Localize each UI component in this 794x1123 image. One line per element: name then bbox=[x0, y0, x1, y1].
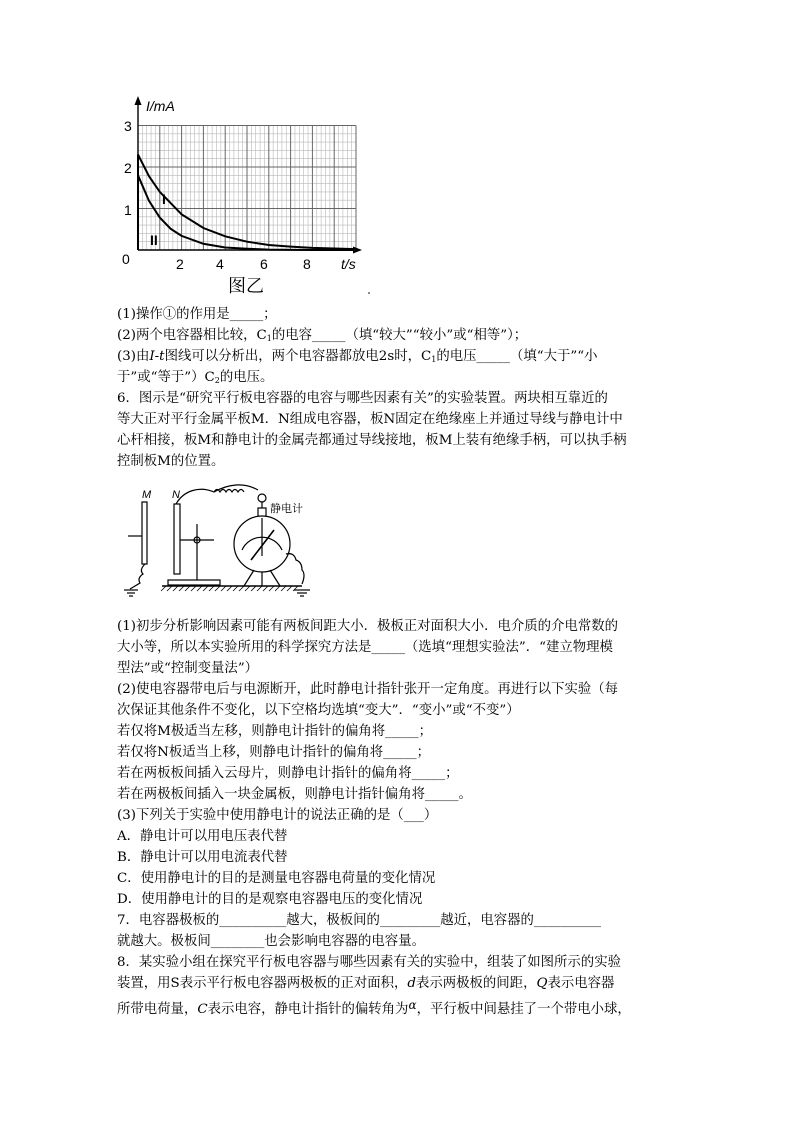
q6-line-4: 控制板M的位置。 bbox=[117, 454, 225, 469]
plate-m bbox=[142, 502, 147, 564]
hatch-line bbox=[185, 586, 190, 591]
q5-item-3-text-c: 的电压_____（填“大于”“小 bbox=[436, 349, 598, 364]
y-axis-label: I/mA bbox=[146, 98, 175, 114]
curve-label-I: I bbox=[162, 191, 166, 207]
origin-label: 0 bbox=[122, 251, 130, 267]
q8-symbol-q: Q bbox=[536, 976, 548, 991]
q6c-option-c: C．使用静电计的目的是测量电容器电荷量的变化情况 bbox=[117, 871, 436, 886]
q5-item-2-text-a: (2)两个电容器相比较，C bbox=[117, 328, 267, 343]
q8-line-2-text-c: 表示电容器 bbox=[547, 976, 615, 991]
wire-coils bbox=[214, 490, 244, 493]
q8-line-2 bbox=[117, 974, 614, 994]
hatch-line bbox=[275, 586, 280, 591]
q8-symbol-alpha: α bbox=[408, 998, 417, 1012]
q6a-line-2: 大小等，所以本实验所用的科学探究方法是_____（选填“理想实验法”．“建立物理模 bbox=[117, 640, 613, 655]
hatch-line bbox=[227, 586, 232, 591]
q6c-option-b: B．静电计可以用电流表代替 bbox=[117, 850, 288, 865]
q5-item-3-text-b: 图线可以分析出，两个电容器都放电2s时，C bbox=[164, 349, 432, 364]
q6c-option-d: D．使用静电计的目的是观察电容器电压的变化情况 bbox=[117, 892, 423, 907]
q8-symbol-c: C bbox=[197, 1002, 208, 1017]
y-tick-3: 3 bbox=[124, 118, 132, 134]
q6-line-2: 等大正对平行金属平板M．N组成电容器，板N固定在绝缘座上并通过导线与静电计中 bbox=[117, 412, 623, 427]
hatch-line bbox=[245, 586, 250, 591]
q8-line-3 bbox=[117, 995, 631, 1020]
q7-line-2: 就越大。极板间________也会影响电容器的电容量。 bbox=[117, 934, 425, 949]
q8-line-2-text-b: 表示两极板的间距， bbox=[415, 976, 537, 991]
hatch-line bbox=[167, 586, 172, 591]
table-hatching bbox=[161, 586, 298, 591]
hatch-line bbox=[287, 586, 292, 591]
electrometer-leg-left bbox=[244, 570, 254, 586]
q5-item-3-subscript-2: 2 bbox=[214, 376, 220, 385]
y-tick-2: 2 bbox=[124, 160, 132, 176]
q5-item-3-italic: I-t bbox=[149, 349, 165, 364]
q6b-line-6: 若在两极板间插入一块金属板，则静电计指针偏角将_____。 bbox=[117, 787, 472, 802]
stray-dot bbox=[368, 292, 370, 294]
q5-item-3-text-e: 的电压。 bbox=[219, 370, 274, 385]
q6b-line-1: (2)使电容器带电后与电源断开，此时静电计指针张开一定角度。再进行以下实验（每 bbox=[117, 682, 619, 697]
hatch-line bbox=[257, 586, 262, 591]
q6b-line-3: 若仅将M极适当左移，则静电计指针的偏角将_____； bbox=[117, 724, 432, 739]
label-m: M bbox=[142, 489, 152, 501]
q5-item-3-subscript-1: 1 bbox=[431, 355, 437, 364]
q6b-line-2: 次保证其他条件不变化，以下空格均选填“变大”．“变小”或“不变”） bbox=[117, 703, 520, 718]
graph-caption: 图乙 bbox=[228, 276, 264, 296]
hatch-line bbox=[191, 586, 196, 591]
plate-m-ground-wire bbox=[130, 564, 145, 589]
q8-line-3-text-c: ，平行板中间悬挂了一个带电小球， bbox=[416, 1002, 631, 1017]
q8-symbol-d: d bbox=[407, 976, 416, 991]
q6b-line-4: 若仅将N板适当上移，则静电计指针的偏角将_____； bbox=[117, 745, 431, 760]
q6c-question: (3)下列关于实验中使用静电计的说法正确的是（___） bbox=[117, 808, 438, 823]
y-tick-1: 1 bbox=[124, 202, 132, 218]
electrometer-leg-right bbox=[270, 570, 280, 586]
x-tick-8: 8 bbox=[303, 256, 311, 272]
hatch-line bbox=[281, 586, 286, 591]
q5-item-2 bbox=[117, 326, 527, 349]
hatch-line bbox=[239, 586, 244, 591]
hatch-line bbox=[221, 586, 226, 591]
hatch-line bbox=[203, 586, 208, 591]
hatch-line bbox=[263, 586, 268, 591]
graph-major-grid bbox=[138, 126, 356, 251]
current-time-graph bbox=[110, 92, 380, 302]
hatch-line bbox=[173, 586, 178, 591]
y-axis-arrow bbox=[135, 96, 142, 105]
label-n: N bbox=[172, 489, 180, 501]
q5-item-3-text-d: 于”或“等于”）C bbox=[117, 370, 215, 385]
connecting-wire bbox=[176, 485, 258, 504]
hatch-line bbox=[251, 586, 256, 591]
q6a-line-1: (1)初步分析影响因素可能有两板间距大小．极板正对面积大小．电介质的介电常数的 bbox=[117, 619, 619, 634]
stand-base bbox=[168, 580, 220, 585]
q8-line-1: 8．某实验小组在探究平行板电容器与哪些因素有关的实验中，组装了如图所示的实验 bbox=[117, 955, 621, 970]
hatch-line bbox=[161, 586, 166, 591]
q5-item-3 bbox=[117, 347, 597, 370]
apparatus-diagram bbox=[118, 480, 318, 602]
x-tick-6: 6 bbox=[260, 256, 268, 272]
hatch-line bbox=[197, 586, 202, 591]
hatch-line bbox=[233, 586, 238, 591]
case-ground-wire bbox=[286, 554, 304, 584]
x-axis-label: t/s bbox=[341, 256, 356, 272]
q5-item-2-subscript: 1 bbox=[266, 334, 272, 343]
q6a-line-3: 型法”或“控制变量法”） bbox=[117, 661, 259, 676]
q6c-option-a: A．静电计可以用电压表代替 bbox=[117, 829, 288, 844]
q8-line-3-text-b: 表示电容，静电计指针的偏转角为 bbox=[207, 1002, 409, 1017]
q5-item-3-text-a: (3)由 bbox=[117, 349, 150, 364]
q6-line-1: 6．图示是“研究平行板电容器的电容与哪些因素有关”的实验装置。两块相互靠近的 bbox=[117, 391, 608, 406]
q6b-line-5: 若在两板板间插入云母片，则静电计指针的偏角将_____； bbox=[117, 766, 459, 781]
plate-n bbox=[174, 504, 180, 574]
q6-line-3: 心杆相接，板M和静电计的金属壳都通过导线接地，板M上装有绝缘手柄，可以执手柄 bbox=[117, 433, 627, 448]
x-tick-2: 2 bbox=[176, 256, 184, 272]
q7-line-1: 7．电容器极板的__________越大，极板间的_________越近，电容器的__________ bbox=[117, 913, 601, 928]
q8-line-3-text-a: 所带电荷量， bbox=[117, 1002, 198, 1017]
q5-item-1: (1)操作①的作用是_____； bbox=[117, 307, 277, 322]
curve-label-II: II bbox=[150, 232, 158, 248]
electrometer-knob bbox=[258, 494, 266, 502]
hatch-line bbox=[209, 586, 214, 591]
hatch-line bbox=[215, 586, 220, 591]
q8-line-2-text-a: 装置，用S表示平行板电容器两极板的正对面积， bbox=[117, 976, 408, 991]
hatch-line bbox=[179, 586, 184, 591]
q5-item-3-cont bbox=[117, 368, 273, 391]
x-tick-4: 4 bbox=[216, 256, 224, 272]
q5-item-2-text-b: 的电容_____（填“较大”“较小”或“相等”）； bbox=[271, 328, 528, 343]
label-electrometer: 静电计 bbox=[270, 503, 303, 515]
hatch-line bbox=[269, 586, 274, 591]
